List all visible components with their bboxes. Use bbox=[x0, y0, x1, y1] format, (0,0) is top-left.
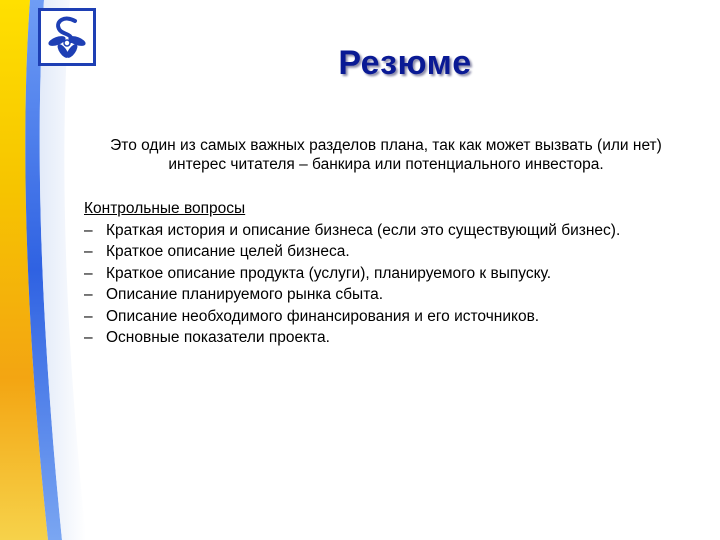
question-text: Краткое описание продукта (услуги), планируемого к выпуску. bbox=[106, 264, 552, 282]
company-logo bbox=[38, 8, 96, 66]
question-text: Краткая история и описание бизнеса (если это существующий бизнес). bbox=[106, 221, 621, 239]
dash-bullet: – bbox=[84, 286, 93, 303]
question-item bbox=[84, 327, 644, 349]
question-item bbox=[84, 263, 644, 285]
dash-bullet: – bbox=[84, 243, 93, 260]
flower-logo-icon bbox=[41, 11, 93, 63]
questions-heading: Контрольные вопросы bbox=[84, 200, 246, 217]
question-item bbox=[84, 241, 644, 263]
dash-bullet: – bbox=[84, 307, 93, 325]
question-text: Основные показатели проекта. bbox=[106, 329, 330, 346]
control-questions bbox=[84, 198, 644, 349]
question-item bbox=[84, 306, 644, 328]
question-text: Описание планируемого рынка сбыта. bbox=[106, 286, 384, 303]
dash-bullet: – bbox=[84, 264, 93, 282]
question-item bbox=[84, 284, 644, 306]
intro-paragraph: Это один из самых важных разделов плана, так как может вызвать (или нет) интерес читателя – банкира или потенциального инвестора. bbox=[110, 137, 662, 173]
question-item bbox=[84, 220, 644, 242]
question-text: Краткое описание целей бизнеса. bbox=[106, 243, 350, 260]
slide-title: Резюме bbox=[338, 44, 472, 82]
dash-bullet: – bbox=[84, 329, 93, 346]
question-text: Описание необходимого финансирования и его источников. bbox=[106, 307, 540, 325]
dash-bullet: – bbox=[84, 221, 93, 239]
